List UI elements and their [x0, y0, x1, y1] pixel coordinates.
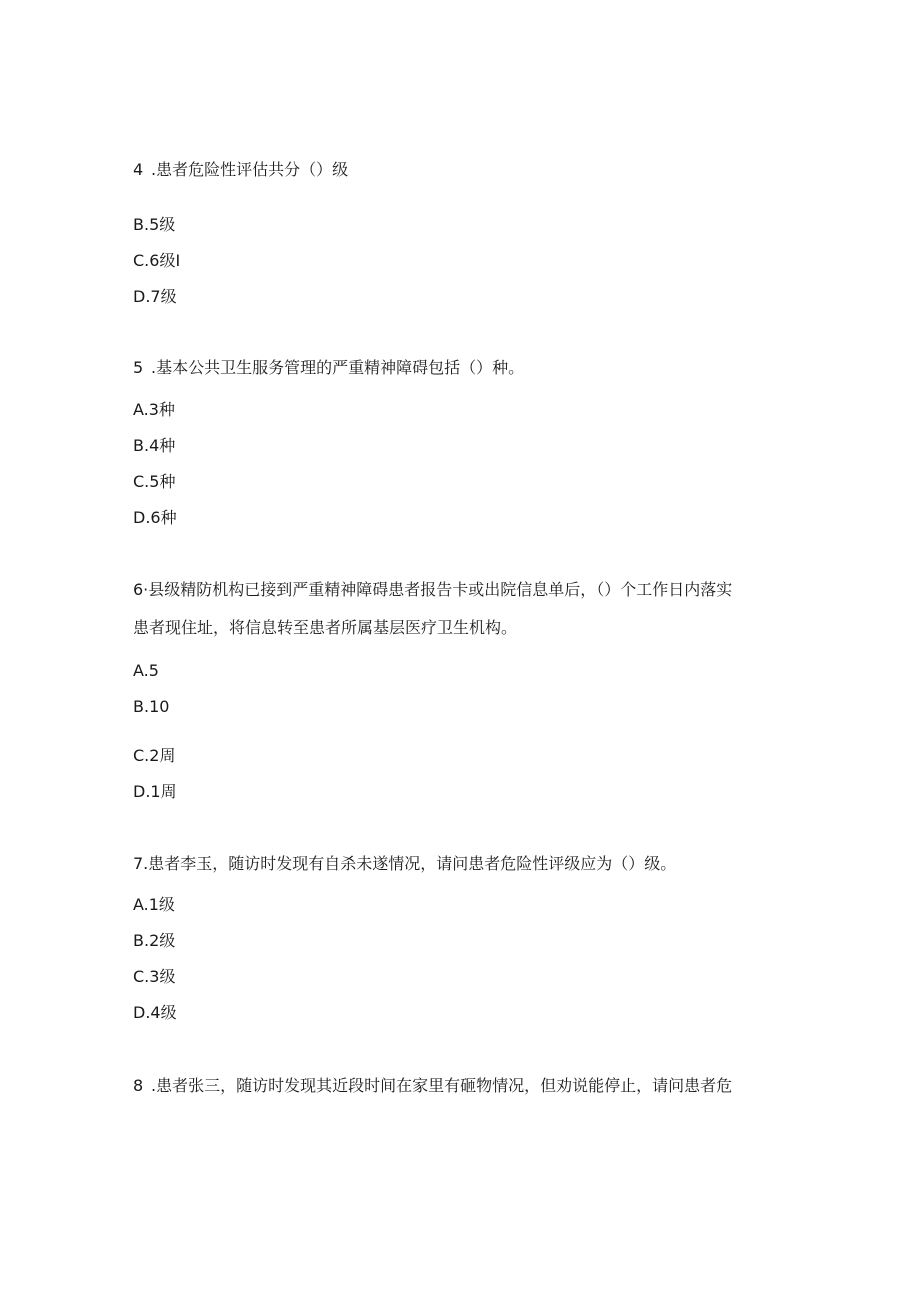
- question-text: 县级精防机构已接到严重精神障碍患者报告卡或出院信息单后，（）个工作日内落实: [148, 580, 733, 599]
- question-number: 8: [133, 1076, 144, 1095]
- question-6-option-c: C.2周: [133, 746, 176, 765]
- question-6-stem-line-1: [133, 580, 732, 600]
- question-8-stem: [133, 1076, 732, 1096]
- question-6-option-a: A.5: [133, 661, 159, 680]
- question-7-option-a: A.1级: [133, 895, 175, 914]
- question-number: 7.: [133, 854, 149, 873]
- question-6-option-b: B.10: [133, 697, 170, 716]
- question-4-option-c: C.6级I: [133, 251, 181, 270]
- question-7-option-d: D.4级: [133, 1003, 177, 1022]
- question-5-option-c: C.5种: [133, 472, 176, 491]
- question-4-stem: [133, 160, 348, 180]
- question-4-option-b: B.5级: [133, 215, 176, 234]
- question-6-stem-line-2: 患者现住址，将信息转至患者所属基层医疗卫生机构。: [133, 618, 518, 637]
- question-text: .患者危险性评估共分（）级: [151, 160, 349, 179]
- question-4-option-d: D.7级: [133, 287, 177, 306]
- question-text: .基本公共卫生服务管理的严重精神障碍包括（）种。: [151, 358, 525, 377]
- question-7-stem: [133, 854, 676, 874]
- question-7-option-b: B.2级: [133, 931, 176, 950]
- question-5-option-a: A.3种: [133, 400, 175, 419]
- question-text: 患者李玉，随访时发现有自杀未遂情况，请问患者危险性评级应为（）级。: [148, 854, 677, 873]
- question-text: .患者张三，随访时发现其近段时间在家里有砸物情况，但劝说能停止，请问患者危: [151, 1076, 733, 1095]
- question-5-option-d: D.6种: [133, 508, 177, 527]
- question-5-stem: [133, 358, 524, 378]
- question-number: 4: [133, 160, 144, 179]
- question-number: 6·: [133, 580, 149, 599]
- question-5-option-b: B.4种: [133, 436, 176, 455]
- question-6-option-d: D.1周: [133, 782, 177, 801]
- question-7-option-c: C.3级: [133, 967, 176, 986]
- question-number: 5: [133, 358, 144, 377]
